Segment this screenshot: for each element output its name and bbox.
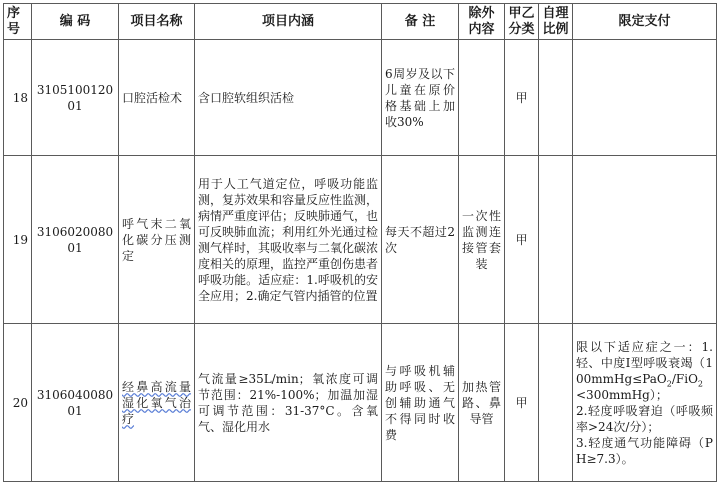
cell-self-pay <box>539 324 573 482</box>
cell-note: 与呼吸机辅助呼吸、无创辅助通气不得同时收费 <box>382 324 459 482</box>
cell-content: 气流量≥35L/min；氧浓度可调节范围：21%-100%；加温加湿可调节范围：31-37°C。含氧气、湿化用水 <box>195 324 382 482</box>
cell-exclude: 加热管路、鼻导管 <box>459 324 505 482</box>
cell-code: 310510012001 <box>32 40 119 156</box>
cell-category: 甲 <box>505 40 539 156</box>
cell-category: 甲 <box>505 324 539 482</box>
header-content: 项目内涵 <box>195 4 382 40</box>
cell-code: 310604008001 <box>32 324 119 482</box>
limit-line-1: 限以下适应症之一：1.轻、中度Ⅰ型呼吸衰竭（100mmHg≤PaO <box>576 339 713 386</box>
header-seq: 序 号 <box>4 4 32 40</box>
limit-line-1-end: <300mmHg）； <box>576 387 668 402</box>
cell-category: 甲 <box>505 156 539 324</box>
table-row <box>4 40 717 156</box>
limit-sub-2: 2 <box>697 378 703 388</box>
header-self-pay: 自理 比例 <box>539 4 573 40</box>
header-code: 编 码 <box>32 4 119 40</box>
cell-limit <box>573 156 717 324</box>
cell-name-text: 经鼻高流量湿化氧气治疗 <box>122 379 191 426</box>
table-row <box>4 156 717 324</box>
header-exclude: 除外 内容 <box>459 4 505 40</box>
header-note: 备 注 <box>382 4 459 40</box>
cell-name: 口腔活检术 <box>119 40 195 156</box>
table-header-row <box>4 4 717 40</box>
payment-items-table <box>3 3 717 482</box>
header-limit: 限定支付 <box>573 4 717 40</box>
table-row <box>4 324 717 482</box>
limit-mid: /FiO <box>671 371 698 386</box>
cell-limit <box>573 324 717 482</box>
cell-note: 每天不超过2次 <box>382 156 459 324</box>
cell-self-pay <box>539 156 573 324</box>
header-name: 项目名称 <box>119 4 195 40</box>
cell-content: 用于人工气道定位，呼吸功能监测，复苏效果和容量反应性监测，病情严重度评估；反映肺通气，也可反映肺血流；利用红外光通过检测气样时，其吸收率与二氧化碳浓度相关的原理，监控严重创伤患者呼吸功能。适应症：1.呼吸机的安全应用；2.确定气管内插管的位置 <box>195 156 382 324</box>
cell-seq: 18 <box>4 40 32 156</box>
cell-exclude <box>459 40 505 156</box>
limit-line-3: 3.轻度通气功能障碍（PH≥7.3）。 <box>576 435 713 466</box>
cell-note: 6周岁及以下儿童在原价格基础上加收30% <box>382 40 459 156</box>
limit-line-2: 2.轻度呼吸窘迫（呼吸频率>24次/分）； <box>576 403 713 434</box>
cell-seq: 19 <box>4 156 32 324</box>
header-category: 甲乙 分类 <box>505 4 539 40</box>
cell-exclude: 一次性监测连接管套装 <box>459 156 505 324</box>
cell-code: 310602008001 <box>32 156 119 324</box>
cell-content: 含口腔软组织活检 <box>195 40 382 156</box>
cell-name: 呼气末二氧化碳分压测定 <box>119 156 195 324</box>
limit-sub-1: 2 <box>666 378 672 388</box>
cell-name <box>119 324 195 482</box>
cell-seq: 20 <box>4 324 32 482</box>
cell-self-pay <box>539 40 573 156</box>
cell-limit <box>573 40 717 156</box>
